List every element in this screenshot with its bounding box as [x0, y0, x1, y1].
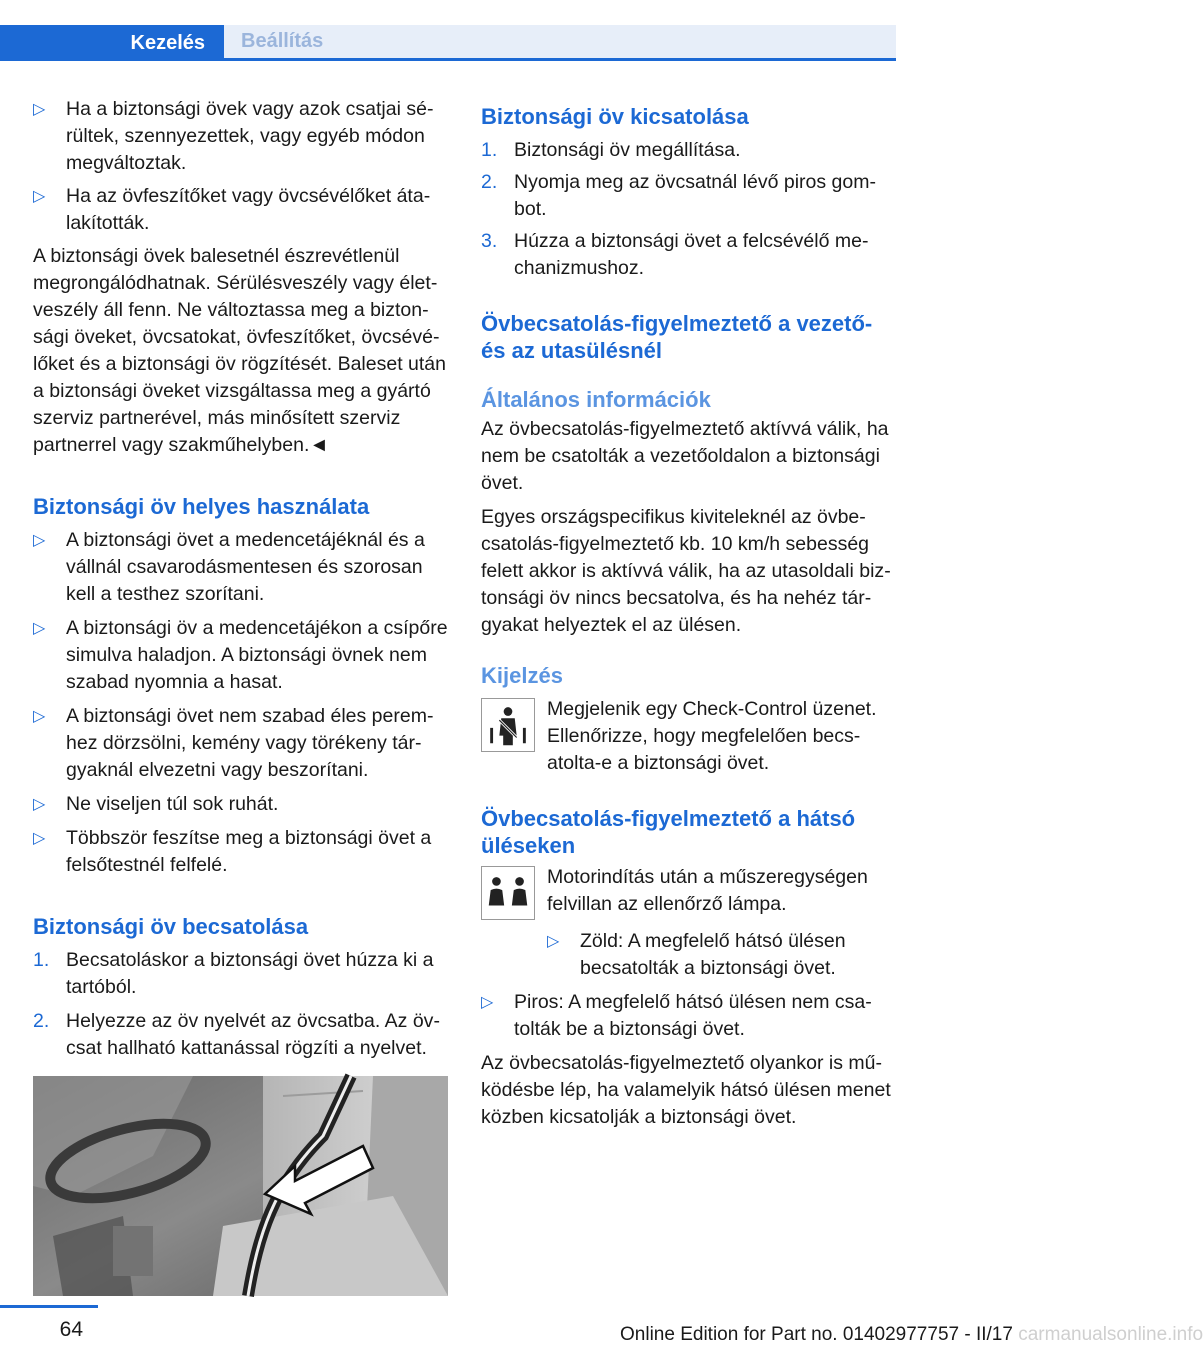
list-item: ▷ Ha a biztonsági övek vagy azok csatjai sérültek, szennyezettek, vagy egyéb módon megváltoztak.	[33, 98, 434, 174]
left-column	[33, 96, 449, 1296]
rear-seatbelt-icon	[481, 866, 535, 920]
triangle-bullet-icon: ▷	[33, 532, 46, 549]
triangle-bullet-icon: ▷	[33, 796, 46, 813]
triangle-bullet-icon: ▷	[33, 620, 46, 637]
seatbelt-photo	[33, 1076, 448, 1296]
list-item: ▷ Ha az övfeszítőket vagy övcsévélőket átalakították.	[33, 185, 431, 234]
heading-correct-use: Biztonsági öv helyes használata	[33, 494, 370, 519]
step-item: 1. Biztonsági öv megállítása.	[481, 139, 741, 161]
watermark-text: carmanualsonline.info	[1018, 1324, 1203, 1345]
heading-fasten: Biztonsági öv becsatolása	[33, 914, 309, 939]
heading-unfasten: Biztonsági öv kicsatolása	[481, 104, 749, 129]
list-item: ▷ A biztonsági öv a medencetájékon a csípőre simulva haladjon. A biztonsági övnek nem szabad nyomnia a hasat.	[33, 617, 448, 693]
rear-final-text: Az övbecsatolás-figyelmeztető olyankor is működésbe lép, ha valamelyik hátsó ülésen menet közben kicsatolják a biztonsági övet.	[481, 1052, 891, 1128]
step-item: 2. Helyezze az öv nyelvét az övcsatba. Az övcsat hallható kattanással rögzíti a nyelvet.	[33, 1010, 440, 1059]
general-paragraph-2: Egyes országspecifikus kiviteleknél az övbecsatolás-figyelmeztető kb. 10 km/h sebesség felett akkor is aktívvá válik, ha az utasoldali biztonsági öv nincs becsatolva, és ha nehéz tárgyakat helyeztek el az ülésen.	[481, 506, 891, 636]
warning-text: A biztonsági övek balesetnél észrevétlenül megrongálódhatnak. Sérülésveszély vagy életveszély áll fenn. Ne változtassa meg a biztonsági öveket, övcsatokat, övfeszítőket, övcsévélőket és a biztonsági öv rögzítését. Baleset után a biztonsági öveket vizsgáltassa meg a gyártó szerviz partnerével, más minősített szerviz partnerrel vagy szakműhelyben.◄	[33, 245, 446, 456]
footer-edition	[620, 1324, 1203, 1346]
triangle-bullet-icon: ▷	[547, 933, 560, 950]
list-item: ▷ A biztonsági övet a medencetájéknál és a vállnál csavarodásmentesen és szorosan kell a testhez szorítani.	[33, 529, 425, 605]
display-row	[481, 696, 897, 777]
tab-underline	[224, 58, 896, 61]
step-item: 3. Húzza a biztonsági övet a felcsévélő mechanizmushoz.	[481, 230, 869, 279]
right-column	[481, 96, 897, 1131]
display-text: Megjelenik egy Check-Control üzenet. Ellenőrizze, hogy megfelelően becsatolta-e a biztonsági övet.	[547, 698, 877, 774]
list-item: ▷ Piros: A megfelelő hátsó ülésen nem csatolták be a biztonsági övet.	[481, 991, 872, 1040]
heading-reminder-rear: Övbecsatolás-figyelmeztető a hátsó üléseken	[481, 806, 856, 858]
seatbelt-warning-icon	[481, 698, 535, 752]
list-item: ▷ Ne viseljen túl sok ruhát.	[33, 791, 449, 818]
step-item: 2. Nyomja meg az övcsatnál lévő piros gombot.	[481, 171, 876, 220]
subheading-display: Kijelzés	[481, 663, 563, 688]
list-item: ▷ Többször feszítse meg a biztonsági övet a felsőtestnél felfelé.	[33, 827, 432, 876]
footer-line	[0, 1305, 98, 1308]
tab-beallitas[interactable]: Beállítás	[224, 25, 896, 58]
triangle-bullet-icon: ▷	[33, 188, 46, 205]
header-tabs	[0, 25, 896, 61]
heading-reminder-front: Övbecsatolás-figyelmeztető a vezető- és az utasülésnél	[481, 311, 873, 363]
triangle-bullet-icon: ▷	[33, 708, 46, 725]
list-item: ▷ Zöld: A megfelelő hátsó ülésen becsatolták a biztonsági övet.	[547, 930, 846, 979]
rear-text: Motorindítás után a műszeregységen felvillan az ellenőrző lámpa.	[547, 866, 868, 915]
tab-kezeles[interactable]: Kezelés	[0, 25, 224, 61]
page-number: 64	[59, 1318, 83, 1341]
list-item: ▷ A biztonsági övet nem szabad éles peremhez dörzsölni, kemény vagy törékeny tárgyaknál elvezetni vagy beszorítani.	[33, 705, 434, 781]
edition-text: Online Edition for Part no. 01402977757 - II/17	[620, 1324, 1013, 1345]
rear-row	[481, 864, 897, 924]
subheading-general: Általános információk	[481, 387, 711, 412]
triangle-bullet-icon: ▷	[33, 101, 46, 118]
step-item: 1. Becsatoláskor a biztonsági övet húzza ki a tartóból.	[33, 949, 434, 998]
triangle-bullet-icon: ▷	[481, 994, 494, 1011]
general-paragraph-1: Az övbecsatolás-figyelmeztető aktívvá válik, ha nem be csatolták a vezetőoldalon a biztonsági övet.	[481, 418, 889, 494]
triangle-bullet-icon: ▷	[33, 830, 46, 847]
